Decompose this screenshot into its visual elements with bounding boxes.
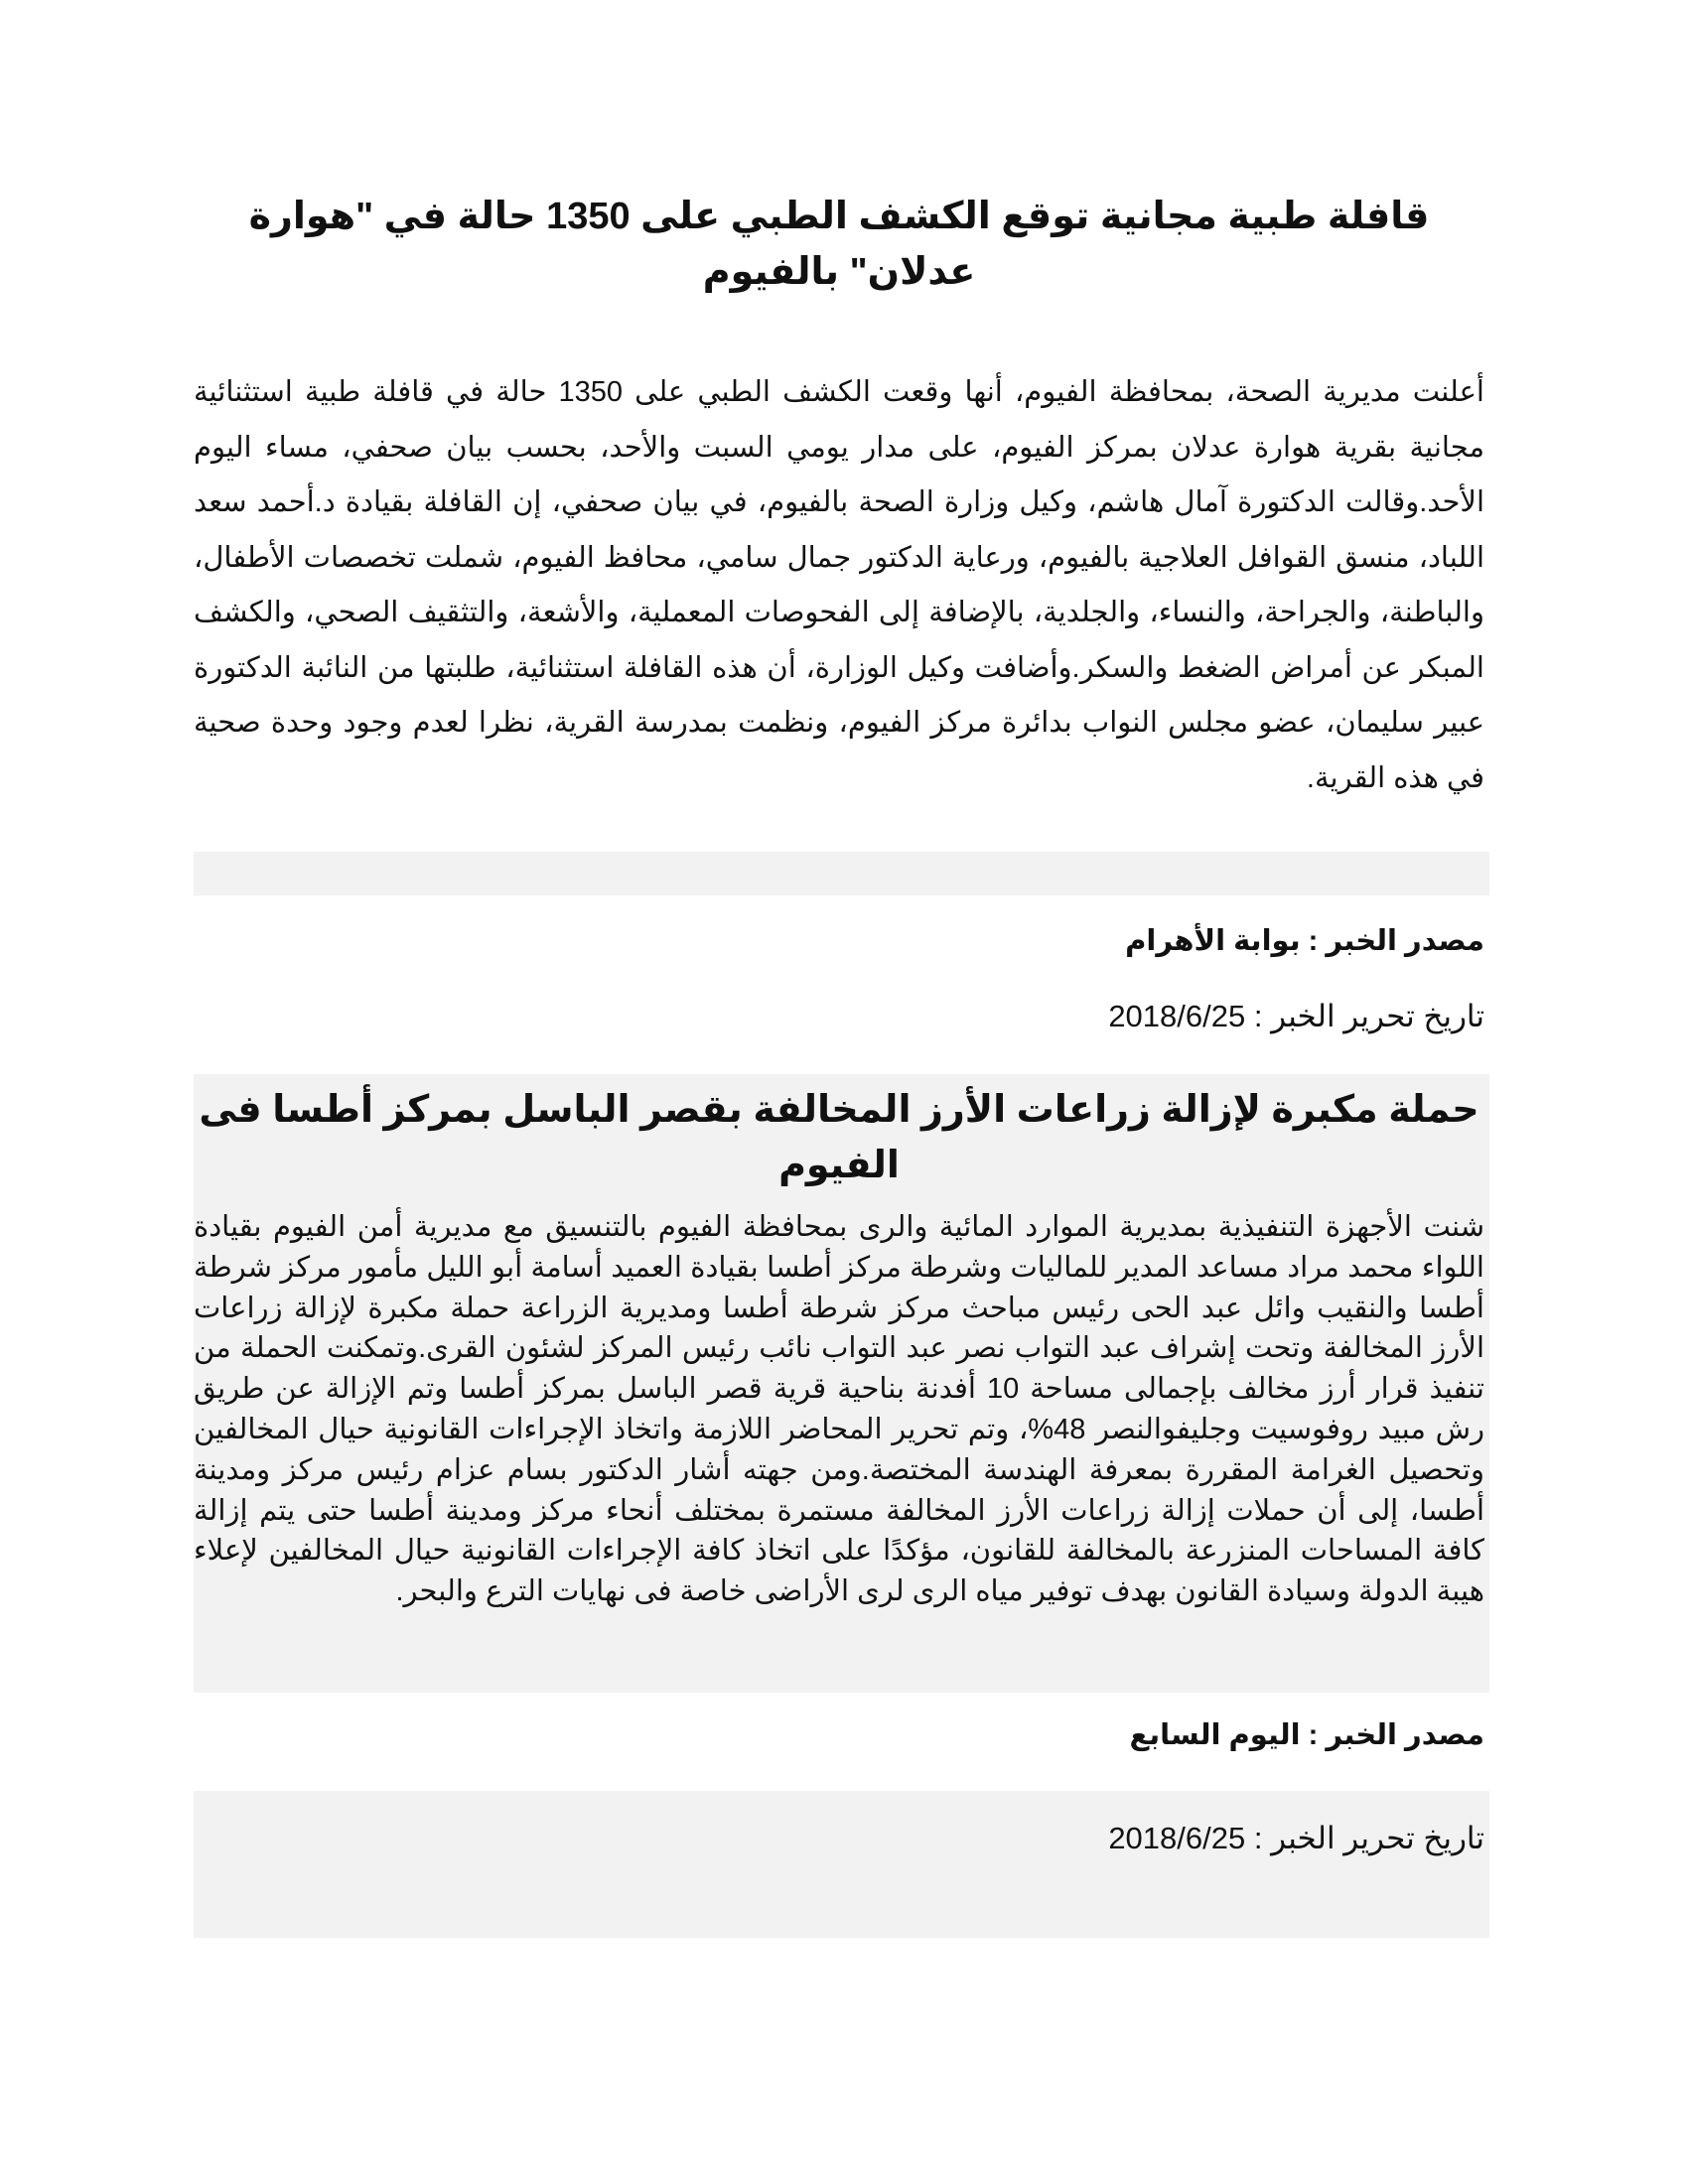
article-1-source-label: مصدر الخبر : [1308, 925, 1484, 957]
article-1-date [194, 991, 1484, 1042]
article-1-title: قافلة طبية مجانية توقع الكشف الطبي على 1350 حالة في "هوارة عدلان" بالفيوم [248, 196, 1430, 293]
article-2-date [194, 1813, 1484, 1864]
article-1-source [194, 915, 1484, 967]
article-2-body: شنت الأجهزة التنفيذية بمديرية الموارد المائية والرى بمحافظة الفيوم بالتنسيق مع مديرية أمن الفيوم بقيادة اللواء محمد مراد مساعد المدير للماليات وشرطة مركز أطسا بقيادة العميد أسامة أبو الليل مأمور مركز شرطة أطسا والنقيب وائل عبد الحى رئيس مباحث مركز شرطة أطسا ومديرية الزراعة حملة مكبرة لإزالة زراعات الأرز المخالفة وتحت إشراف عبد التواب نصر عبد التواب نائب رئيس المركز لشئون القرى.وتمكنت الحملة من تنفيذ قرار أرز مخالف بإجمالى مساحة 10 أفدنة بناحية قرية قصر الباسل بمركز أطسا وتم الإزالة عن طريق رش مبيد روفوسيت وجليفوالنصر 48%، وتم تحرير المحاضر اللازمة واتخاذ الإجراءات القانونية حيال المخالفين وتحصيل الغرامة المقررة بمعرفة الهندسة المختصة.ومن جهته أشار الدكتور بسام عزام رئيس مركز ومدينة أطسا، إلى أن حملات إزالة زراعات الأرز المخالفة مستمرة بمختلف أنحاء مركز ومدينة أطسا حتى يتم إزالة كافة المساحات المنزرعة بالمخالفة للقانون، مؤكدًا على اتخاذ كافة الإجراءات القانونية حيال المخالفين لإعلاء هيبة الدولة وسيادة القانون بهدف توفير مياه الرى لرى الأراضى خاصة فى نهايات الترع والبحر. [194, 1211, 1484, 1608]
article-1-source-value: بوابة الأهرام [1125, 925, 1301, 957]
article-2-title: حملة مكبرة لإزالة زراعات الأرز المخالفة بقصر الباسل بمركز أطسا فى الفيوم [199, 1089, 1479, 1186]
article-1-date-label: تاريخ تحرير الخبر : [1253, 999, 1484, 1033]
article-2-date-value: 2018/6/25 [1108, 1821, 1246, 1855]
article-2-source-label: مصدر الخبر : [1308, 1719, 1484, 1751]
article-1-body: أعلنت مديرية الصحة، بمحافظة الفيوم، أنها وقعت الكشف الطبي على 1350 حالة في قافلة طبية استثنائية مجانية بقرية هوارة عدلان بمركز الفيوم، على مدار يومي السبت والأحد، بحسب بيان صحفي، مساء اليوم الأحد.وقالت الدكتورة آمال هاشم، وكيل وزارة الصحة بالفيوم، في بيان صحفي، إن القافلة بقيادة د.أحمد سعد اللباد، منسق القوافل العلاجية بالفيوم، ورعاية الدكتور جمال سامي، محافظ الفيوم، شملت تخصصات الأطفال، والباطنة، والجراحة، والنساء، والجلدية، بالإضافة إلى الفحوصات المعملية، والأشعة، والتثقيف الصحي، والكشف المبكر عن أمراض الضغط والسكر.وأضافت وكيل الوزارة، أن هذه القافلة استثنائية، طلبتها من النائبة الدكتورة عبير سليمان، عضو مجلس النواب بدائرة مركز الفيوم، ونظمت بمدرسة القرية، نظرا لعدم وجود وحدة صحية في هذه القرية. [194, 376, 1484, 794]
article-2-source [194, 1715, 1484, 1755]
article-1-date-value: 2018/6/25 [1108, 999, 1246, 1033]
article-2-source-value: اليوم السابع [1129, 1719, 1301, 1751]
article-1-separator-band [194, 852, 1489, 895]
article-2-date-label: تاريخ تحرير الخبر : [1253, 1821, 1484, 1855]
